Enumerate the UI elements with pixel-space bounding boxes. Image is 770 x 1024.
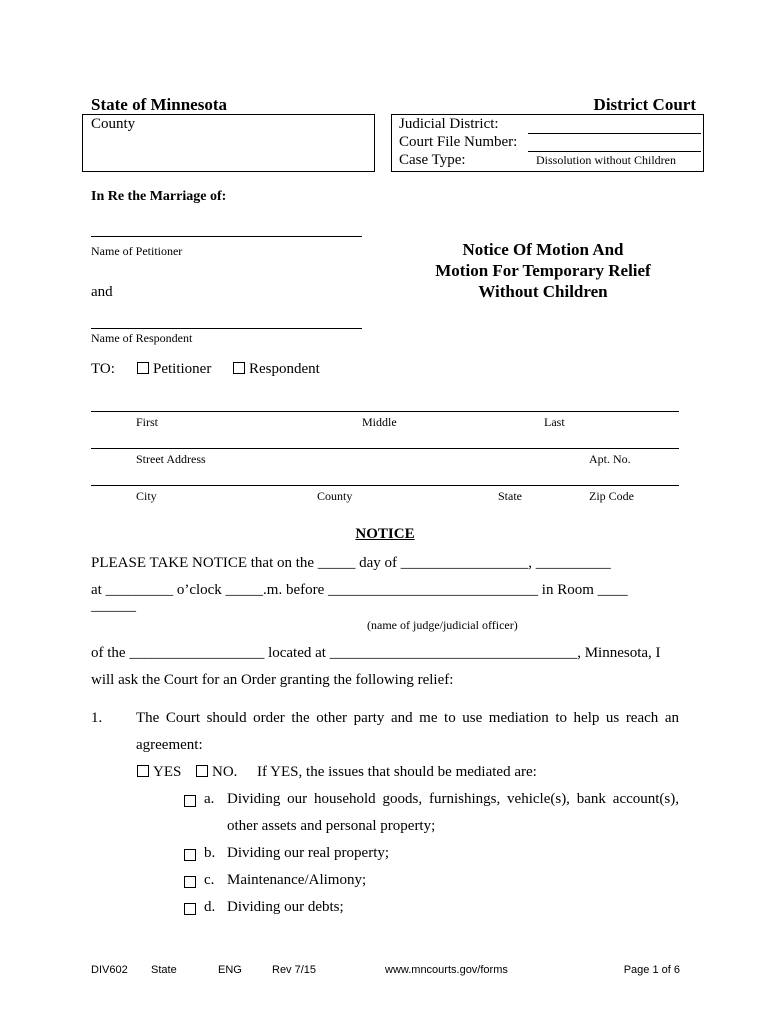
and-text: and [91, 284, 113, 300]
respondent-label: Name of Respondent [91, 331, 193, 345]
judge-caption: (name of judge/judicial officer) [367, 618, 518, 632]
last-name-label: Last [544, 415, 565, 429]
to-petitioner-label: Petitioner [153, 361, 212, 377]
state-title: State of Minnesota [91, 95, 227, 114]
footer-form-number: DIV602 [91, 964, 128, 976]
respondent-name-field[interactable] [91, 328, 362, 329]
mediation-no-option[interactable] [196, 764, 237, 781]
option-b-text: Dividing our real property; [227, 845, 390, 861]
mediation-no-label: NO. [212, 764, 238, 780]
first-name-label: First [136, 415, 159, 429]
judicial-district-label: Judicial District: [399, 116, 499, 132]
notice-line-1: PLEASE TAKE NOTICE that on the _____ day of _________________, __________ [91, 555, 611, 571]
judicial-district-field[interactable] [528, 133, 701, 134]
state-label: State [498, 489, 522, 503]
petitioner-name-field[interactable] [91, 236, 362, 237]
notice-line-5: will ask the Court for an Order granting the following relief: [91, 672, 454, 688]
footer-page-number: Page 1 of 6 [623, 964, 680, 976]
mediation-yes-label: YES [153, 764, 182, 780]
mediation-if-yes-text: If YES, the issues that should be mediated are: [257, 764, 537, 780]
city-label: City [136, 489, 157, 503]
option-a-checkbox[interactable] [184, 795, 196, 807]
footer-language: ENG [218, 964, 242, 976]
case-type-label: Case Type: [399, 152, 466, 168]
to-respondent-option[interactable] [233, 361, 320, 378]
footer-revision: Rev 7/15 [272, 964, 317, 976]
option-c-text: Maintenance/Alimony; [227, 872, 367, 888]
document-title-line-1: Notice Of Motion And [462, 240, 624, 259]
court-file-number-label: Court File Number: [399, 134, 518, 150]
case-info-box [391, 114, 704, 172]
county-address-label: County [317, 489, 353, 503]
item-1-text-line-1: The Court should order the other party and me to use mediation to help us reach an [136, 710, 679, 726]
notice-line-2: at _________ o’clock _____.m. before ____________________________ in Room ____ [91, 582, 628, 598]
petitioner-checkbox[interactable] [137, 362, 149, 374]
zip-code-label: Zip Code [589, 489, 634, 503]
street-field-line[interactable] [91, 448, 679, 449]
item-1-number: 1. [91, 710, 103, 726]
county-label: County [91, 116, 136, 132]
footer-jurisdiction: State [151, 964, 177, 976]
to-petitioner-option[interactable] [137, 361, 211, 378]
to-label: TO: [91, 361, 115, 377]
apt-number-label: Apt. No. [589, 452, 631, 466]
option-a-text-line-2: other assets and personal property; [227, 818, 436, 834]
middle-name-label: Middle [362, 415, 397, 429]
option-a-text-line-1: Dividing our household goods, furnishings, vehicle(s), bank account(s), [227, 791, 679, 807]
name-field-line[interactable] [91, 411, 679, 412]
respondent-checkbox[interactable] [233, 362, 245, 374]
option-c-letter: c. [204, 872, 215, 888]
option-d-checkbox[interactable] [184, 903, 196, 915]
court-file-number-field[interactable] [528, 151, 701, 152]
mediation-no-checkbox[interactable] [196, 765, 208, 777]
item-1-text-line-2: agreement: [136, 737, 203, 753]
notice-line-3: ______ [91, 598, 136, 614]
document-title-line-2: Motion For Temporary Relief [435, 261, 651, 280]
document-title-line-3: Without Children [478, 282, 608, 301]
case-type-value: Dissolution without Children [536, 153, 677, 167]
footer-url[interactable]: www.mncourts.gov/forms [385, 964, 508, 976]
notice-heading: NOTICE [355, 526, 415, 542]
city-field-line[interactable] [91, 485, 679, 486]
to-respondent-label: Respondent [249, 361, 320, 377]
option-c-checkbox[interactable] [184, 876, 196, 888]
option-d-text: Dividing our debts; [227, 899, 344, 915]
option-a-letter: a. [204, 791, 215, 807]
mediation-yes-checkbox[interactable] [137, 765, 149, 777]
petitioner-label: Name of Petitioner [91, 244, 183, 258]
mediation-yes-option[interactable] [137, 764, 181, 781]
option-d-letter: d. [204, 899, 216, 915]
county-box[interactable] [82, 114, 375, 172]
option-b-letter: b. [204, 845, 216, 861]
court-title: District Court [593, 95, 696, 114]
in-re-heading: In Re the Marriage of: [91, 189, 227, 204]
notice-line-4: of the __________________ located at _________________________________, Minnesota, I [91, 645, 661, 661]
street-address-label: Street Address [136, 452, 206, 466]
option-b-checkbox[interactable] [184, 849, 196, 861]
